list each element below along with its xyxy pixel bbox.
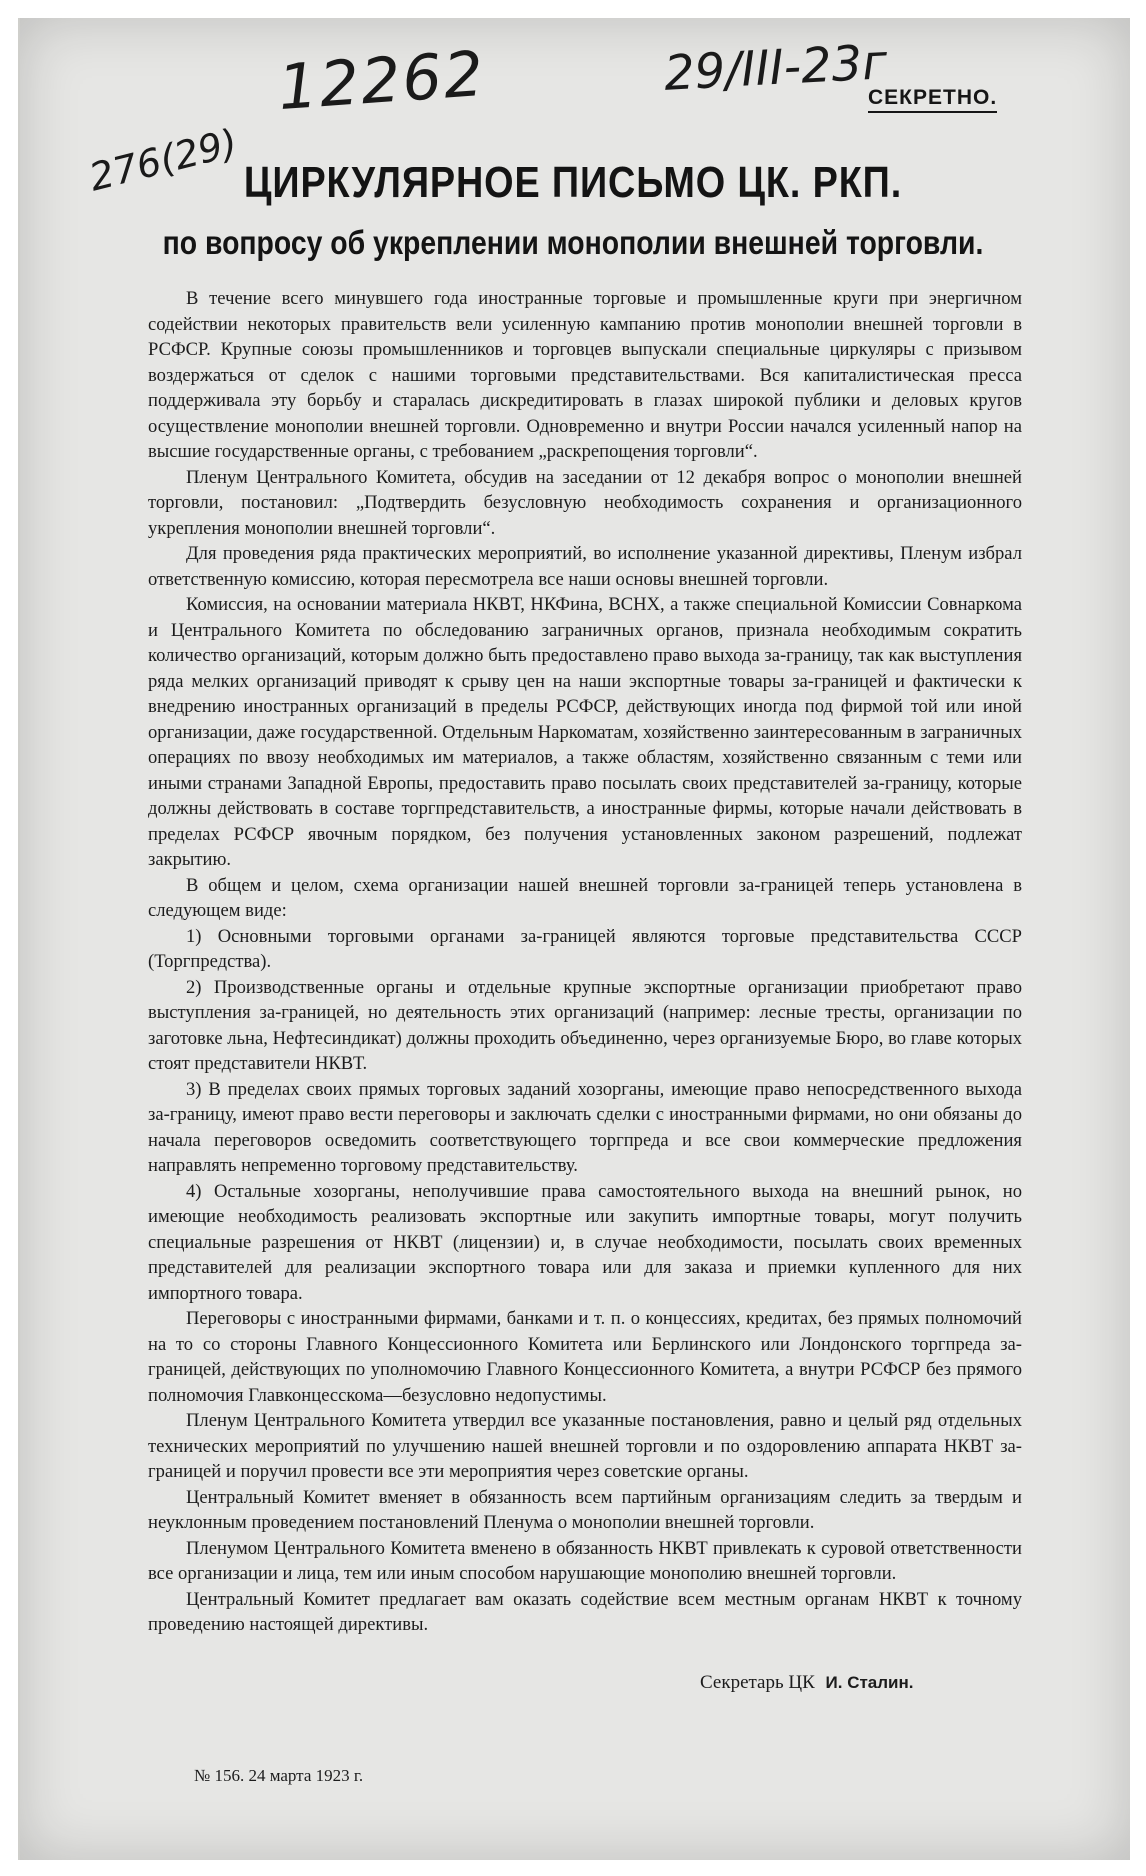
list-item: 3) В пределах своих прямых торговых заданий хозорганы, имеющие право непосредственного выхода за-границу, имеют право вести переговоры и заключать сделки с иностранными фирмами, но они обязаны до начала переговоров осведомить соответствующего торгпреда и все свои коммерческие предложения направлять непременно торговому представительству. bbox=[148, 1078, 1022, 1176]
paragraph: Пленум Центрального Комитета, обсудив на заседании от 12 декабря вопрос о монополии внешней торговли, постановил: „Подтвердить безусловную необходимость сохранения и организационного укрепления монополии внешней торговли“. bbox=[148, 466, 1022, 539]
paragraph: Пленумом Центрального Комитета вменено в обязанность НКВТ привлекать к суровой ответственности все организации и лица, тем или иным способом нарушающие монополию внешней торговли. bbox=[148, 1537, 1022, 1584]
classification-stamp: СЕКРЕТНО. bbox=[868, 86, 997, 113]
paragraph: В общем и целом, схема организации нашей внешней торговли за-границей теперь установлена в следующем виде: bbox=[148, 874, 1022, 921]
archive-number-handwritten: 12262 bbox=[275, 36, 488, 125]
list-item: 4) Остальные хозорганы, неполучившие права самостоятельного выхода на внешний рынок, но имеющие необходимость реализовать экспортные или закупить импортные товары, могут получить специальные разрешения от НКВТ (лицензии) и, в случае необходимости, посылать своих временных представителей для реализации экспортного товара или для заказа и приемки купленного для них импортного товара. bbox=[148, 1180, 1022, 1304]
list-item: 2) Производственные органы и отдельные крупные экспортные организации приобретают право выступления за-границей, но деятельность этих организаций (например: лесные тресты, организации по заготовке льна, Нефтесиндикат) должны проходить объединенно, через организуемые Бюро, во главе которых стоят представители НКВТ. bbox=[148, 976, 1022, 1074]
side-number-handwritten: 276(29) bbox=[84, 120, 242, 200]
handwritten-date: 29/III-23г bbox=[662, 34, 889, 102]
paragraph: Для проведения ряда практических мероприятий, во исполнение указанной директивы, Пленум избрал ответственную комиссию, которая пересмотрела все наши основы внешней торговли. bbox=[148, 543, 1022, 590]
paragraph: Комиссия, на основании материала НКВТ, НКФина, ВСНХ, а также специальной Комиссии Совнаркома и Центрального Комитета по обследованию заграничных органов, признала необходимым сократить количество организаций, которым должно быть предоставлено право выхода за-границу, так как выступления ряда мелких организаций приводят к срыву цен на наши экспортные товары за-границей и фактически к внедрению иностранных организаций в пределы РСФСР, действующих иногда под фирмой той или иной организации, даже государственной. Отдельным Наркоматам, хозяйственно заинтересованным в заграничных операциях по ввозу необходимых им материалов, а также областям, хозяйственно связанным с теми или иными странами Западной Европы, предоставить право посылать своих представителей за-границу, которые должны действовать в составе торгпредставительств, а иностранные фирмы, которые начали действовать в пределах РСФСР явочным порядком, без получения установленных законом разрешений, подлежат закрытию. bbox=[148, 594, 1022, 870]
document-number: № 156. 24 марта 1923 г. bbox=[194, 1766, 364, 1785]
signature-role: Секретарь ЦК bbox=[700, 1672, 815, 1693]
document-subtitle: по вопросу об укреплении монополии внешней торговли. bbox=[162, 224, 984, 261]
paragraph: В течение всего минувшего года иностранные торговые и промышленные круги при энергичном содействии некоторых правительств вели усиленную кампанию против монополии внешней торговли в РСФСР. Крупные союзы промышленников и торговцев выпускали специальные циркуляры с призывом воздержаться от сделок с нашими торговыми представительствами. Вся капиталистическая пресса поддерживала эту борьбу и старалась дискредитировать в глазах широкой публики и деловых кругов осуществление монополии внешней торговли. Одновременно и внутри России начался усиленный напор на высшие государственные органы, с требованием „раскрепощения торговли“. bbox=[148, 288, 1022, 462]
paragraph: Пленум Центрального Комитета утвердил все указанные постановления, равно и целый ряд отдельных технических мероприятий по улучшению нашей внешней торговли и по оздоровлению аппарата НКВТ за-границей и поручил провести все эти мероприятия через советские органы. bbox=[148, 1410, 1022, 1482]
document-body bbox=[148, 286, 1022, 1638]
paragraph: Переговоры с иностранными фирмами, банками и т. п. о концессиях, кредитах, без прямых полномочий на то со стороны Главного Концессионного Комитета или Берлинского или Лондонского торгпреда за-границей, действующих по уполномочию Главного Концессионного Комитета, а внутри РСФСР без прямого полномочия Главконцесскома—безусловно недопустимы. bbox=[148, 1308, 1022, 1406]
signature-name: И. Сталин. bbox=[825, 1673, 914, 1692]
signature-line bbox=[700, 1672, 914, 1694]
list-item: 1) Основными торговыми органами за-границей являются торговые представительства СССР (Торгпредства). bbox=[148, 925, 1022, 972]
document-title: ЦИРКУЛЯРНОЕ ПИСЬМО ЦК. РКП. bbox=[243, 158, 903, 207]
paragraph: Центральный Комитет вменяет в обязанность всем партийным организациям следить за твердым и неуклонным проведением постановлений Пленума о монополии внешней торговли. bbox=[148, 1486, 1022, 1533]
paragraph: Центральный Комитет предлагает вам оказать содействие всем местным органам НКВТ к точному проведению настоящей директивы. bbox=[148, 1588, 1022, 1635]
